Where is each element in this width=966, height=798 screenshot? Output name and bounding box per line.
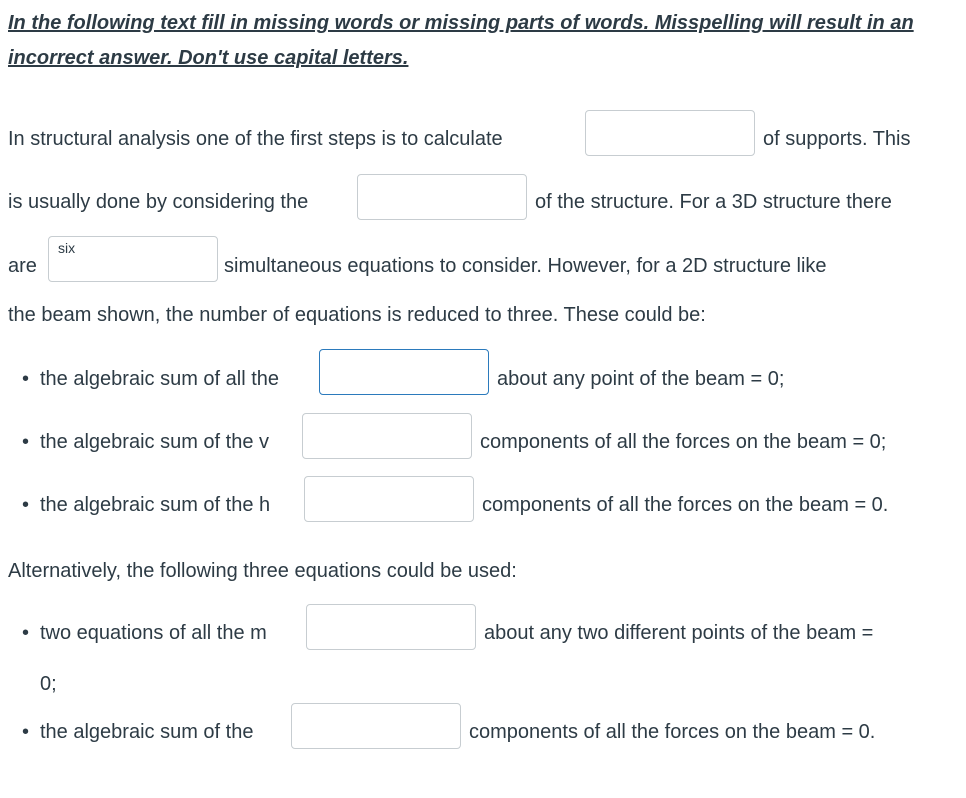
bullet: • [22, 431, 30, 453]
blank-input-4[interactable] [319, 349, 489, 395]
text: two equations of all the m [40, 622, 267, 644]
text: the algebraic sum of the [40, 721, 254, 743]
blank-input-5[interactable] [302, 413, 472, 459]
bullet: • [22, 721, 30, 743]
text: components of all the forces on the beam = 0. [469, 721, 876, 743]
instructions-line-2: incorrect answer. Don't use capital letters. [8, 47, 409, 69]
bullet: • [22, 368, 30, 390]
text: about any two different points of the beam = [484, 622, 874, 644]
text: Alternatively, the following three equations could be used: [8, 560, 517, 582]
text: simultaneous equations to consider. However, for a 2D structure like [224, 255, 827, 277]
bullet: • [22, 622, 30, 644]
text: of the structure. For a 3D structure there [535, 191, 892, 213]
text: the algebraic sum of the h [40, 494, 271, 516]
text: about any point of the beam = 0; [497, 368, 785, 390]
text: is usually done by considering the [8, 191, 309, 213]
blank-input-7[interactable] [306, 604, 476, 650]
text: of supports. This [763, 128, 911, 150]
text: the beam shown, the number of equations is reduced to three. These could be: [8, 304, 706, 326]
text: components of all the forces on the beam = 0; [480, 431, 887, 453]
text: are [8, 255, 37, 277]
bullet: • [22, 494, 30, 516]
blank-input-3[interactable] [48, 236, 218, 282]
text: the algebraic sum of all the [40, 368, 280, 390]
blank-input-1[interactable] [585, 110, 755, 156]
text: In structural analysis one of the first steps is to calculate [8, 128, 503, 150]
blank-input-8[interactable] [291, 703, 461, 749]
instructions-line-1: In the following text fill in missing words or missing parts of words. Misspelling will result in an [8, 12, 914, 34]
text: components of all the forces on the beam = 0. [482, 494, 889, 516]
blank-input-2[interactable] [357, 174, 527, 220]
blank-input-6[interactable] [304, 476, 474, 522]
text: the algebraic sum of the v [40, 431, 270, 453]
text: 0; [40, 673, 57, 695]
